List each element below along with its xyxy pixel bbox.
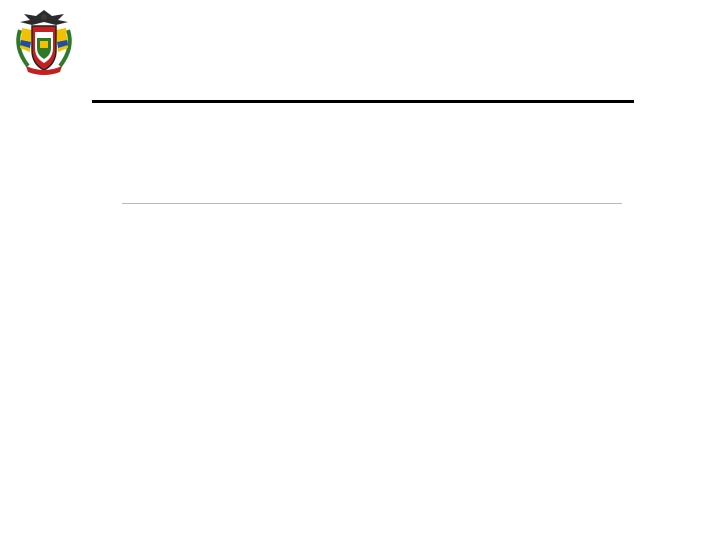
- espe-logo: [6, 8, 82, 94]
- results-table-container: [122, 203, 622, 204]
- espe-crest-icon: [6, 8, 82, 76]
- title-rule: [92, 100, 634, 103]
- results-table: [122, 203, 622, 204]
